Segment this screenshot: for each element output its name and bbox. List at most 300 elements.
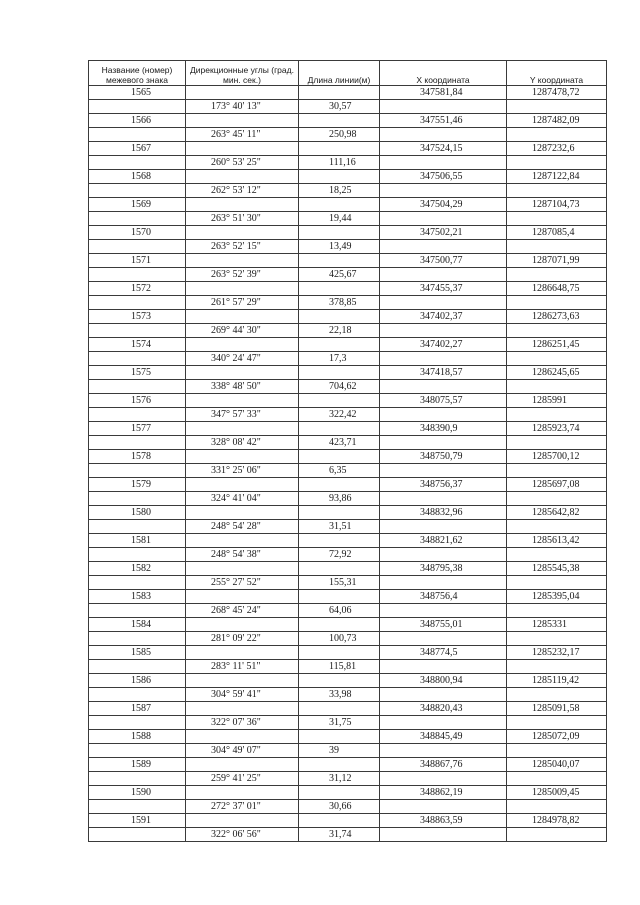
empty-cell xyxy=(299,506,380,520)
line-row xyxy=(89,464,607,478)
empty-cell xyxy=(299,758,380,772)
point-name: 1589 xyxy=(89,758,186,772)
empty-cell xyxy=(89,828,186,842)
point-name: 1568 xyxy=(89,170,186,184)
empty-cell xyxy=(380,184,507,198)
point-row xyxy=(89,338,607,352)
empty-cell xyxy=(186,450,299,464)
empty-cell xyxy=(89,436,186,450)
empty-cell xyxy=(380,156,507,170)
direction-angle: 173° 40' 13" xyxy=(186,100,299,114)
direction-angle: 347° 57' 33" xyxy=(186,408,299,422)
point-row xyxy=(89,142,607,156)
empty-cell xyxy=(89,744,186,758)
point-name: 1580 xyxy=(89,506,186,520)
line-row xyxy=(89,632,607,646)
empty-cell xyxy=(299,310,380,324)
empty-cell xyxy=(89,184,186,198)
empty-cell xyxy=(507,604,607,618)
line-length: 6,35 xyxy=(299,464,380,478)
line-row xyxy=(89,324,607,338)
empty-cell xyxy=(380,604,507,618)
point-row xyxy=(89,674,607,688)
empty-cell xyxy=(380,352,507,366)
header-direction-angle: Дирекционные углы (град. мин. сек.) xyxy=(186,61,299,86)
empty-cell xyxy=(507,548,607,562)
direction-angle: 272° 37' 01" xyxy=(186,800,299,814)
empty-cell xyxy=(89,520,186,534)
point-name: 1572 xyxy=(89,282,186,296)
point-row xyxy=(89,310,607,324)
empty-cell xyxy=(299,814,380,828)
line-row xyxy=(89,492,607,506)
empty-cell xyxy=(380,408,507,422)
empty-cell xyxy=(299,114,380,128)
line-length: 22,18 xyxy=(299,324,380,338)
empty-cell xyxy=(380,744,507,758)
empty-cell xyxy=(507,828,607,842)
empty-cell xyxy=(89,800,186,814)
header-line-length: Длина линии(м) xyxy=(299,61,380,86)
direction-angle: 283° 11' 51" xyxy=(186,660,299,674)
header-point-name: Название (номер) межевого знака xyxy=(89,61,186,86)
line-row xyxy=(89,296,607,310)
line-row xyxy=(89,240,607,254)
empty-cell xyxy=(380,324,507,338)
empty-cell xyxy=(186,114,299,128)
point-row xyxy=(89,450,607,464)
empty-cell xyxy=(380,520,507,534)
empty-cell xyxy=(186,254,299,268)
x-coordinate: 348845,49 xyxy=(380,730,507,744)
y-coordinate: 1285040,07 xyxy=(507,758,607,772)
direction-angle: 322° 06' 56" xyxy=(186,828,299,842)
empty-cell xyxy=(380,436,507,450)
point-name: 1567 xyxy=(89,142,186,156)
point-row xyxy=(89,254,607,268)
empty-cell xyxy=(89,212,186,226)
line-length: 39 xyxy=(299,744,380,758)
point-name: 1583 xyxy=(89,590,186,604)
x-coordinate: 348756,4 xyxy=(380,590,507,604)
empty-cell xyxy=(186,786,299,800)
point-row xyxy=(89,814,607,828)
empty-cell xyxy=(299,590,380,604)
direction-angle: 262° 53' 12" xyxy=(186,184,299,198)
line-row xyxy=(89,576,607,590)
empty-cell xyxy=(186,86,299,100)
direction-angle: 269° 44' 30" xyxy=(186,324,299,338)
empty-cell xyxy=(507,576,607,590)
line-row xyxy=(89,268,607,282)
line-row xyxy=(89,744,607,758)
empty-cell xyxy=(186,814,299,828)
line-row xyxy=(89,520,607,534)
point-row xyxy=(89,534,607,548)
point-name: 1581 xyxy=(89,534,186,548)
empty-cell xyxy=(507,492,607,506)
direction-angle: 259° 41' 25" xyxy=(186,772,299,786)
line-row xyxy=(89,212,607,226)
empty-cell xyxy=(89,548,186,562)
y-coordinate: 1285072,09 xyxy=(507,730,607,744)
point-name: 1576 xyxy=(89,394,186,408)
y-coordinate: 1285697,08 xyxy=(507,478,607,492)
point-name: 1587 xyxy=(89,702,186,716)
line-row xyxy=(89,184,607,198)
direction-angle: 255° 27' 52" xyxy=(186,576,299,590)
empty-cell xyxy=(299,142,380,156)
empty-cell xyxy=(89,576,186,590)
empty-cell xyxy=(380,576,507,590)
line-length: 115,81 xyxy=(299,660,380,674)
empty-cell xyxy=(380,828,507,842)
line-length: 378,85 xyxy=(299,296,380,310)
line-length: 19,44 xyxy=(299,212,380,226)
header-x-coordinate: X координата xyxy=(380,61,507,86)
point-row xyxy=(89,198,607,212)
empty-cell xyxy=(299,534,380,548)
empty-cell xyxy=(186,394,299,408)
empty-cell xyxy=(89,324,186,338)
empty-cell xyxy=(507,800,607,814)
empty-cell xyxy=(299,562,380,576)
point-name: 1586 xyxy=(89,674,186,688)
x-coordinate: 348863,59 xyxy=(380,814,507,828)
x-coordinate: 347502,21 xyxy=(380,226,507,240)
direction-angle: 328° 08' 42" xyxy=(186,436,299,450)
point-name: 1571 xyxy=(89,254,186,268)
empty-cell xyxy=(380,100,507,114)
point-name: 1588 xyxy=(89,730,186,744)
direction-angle: 248° 54' 38" xyxy=(186,548,299,562)
empty-cell xyxy=(186,758,299,772)
empty-cell xyxy=(186,534,299,548)
coordinates-table xyxy=(88,60,607,842)
line-length: 72,92 xyxy=(299,548,380,562)
empty-cell xyxy=(299,394,380,408)
empty-cell xyxy=(380,240,507,254)
empty-cell xyxy=(89,156,186,170)
x-coordinate: 347506,55 xyxy=(380,170,507,184)
y-coordinate: 1285642,82 xyxy=(507,506,607,520)
empty-cell xyxy=(186,422,299,436)
empty-cell xyxy=(89,688,186,702)
point-row xyxy=(89,646,607,660)
empty-cell xyxy=(299,674,380,688)
y-coordinate: 1287232,6 xyxy=(507,142,607,156)
y-coordinate: 1287085,4 xyxy=(507,226,607,240)
direction-angle: 268° 45' 24" xyxy=(186,604,299,618)
direction-angle: 263° 52' 15" xyxy=(186,240,299,254)
line-length: 30,66 xyxy=(299,800,380,814)
point-row xyxy=(89,86,607,100)
y-coordinate: 1285091,58 xyxy=(507,702,607,716)
empty-cell xyxy=(89,240,186,254)
point-row xyxy=(89,562,607,576)
x-coordinate: 348820,43 xyxy=(380,702,507,716)
empty-cell xyxy=(89,632,186,646)
line-length: 31,75 xyxy=(299,716,380,730)
x-coordinate: 348756,37 xyxy=(380,478,507,492)
y-coordinate: 1286245,65 xyxy=(507,366,607,380)
empty-cell xyxy=(299,226,380,240)
empty-cell xyxy=(380,268,507,282)
y-coordinate: 1285331 xyxy=(507,618,607,632)
empty-cell xyxy=(89,100,186,114)
point-name: 1574 xyxy=(89,338,186,352)
empty-cell xyxy=(299,450,380,464)
point-name: 1573 xyxy=(89,310,186,324)
x-coordinate: 348390,9 xyxy=(380,422,507,436)
empty-cell xyxy=(186,730,299,744)
point-name: 1578 xyxy=(89,450,186,464)
x-coordinate: 348795,38 xyxy=(380,562,507,576)
line-length: 33,98 xyxy=(299,688,380,702)
empty-cell xyxy=(186,198,299,212)
empty-cell xyxy=(299,646,380,660)
point-row xyxy=(89,366,607,380)
empty-cell xyxy=(299,422,380,436)
line-row xyxy=(89,688,607,702)
point-row xyxy=(89,422,607,436)
empty-cell xyxy=(507,520,607,534)
empty-cell xyxy=(299,478,380,492)
direction-angle: 261° 57' 29" xyxy=(186,296,299,310)
empty-cell xyxy=(380,212,507,226)
empty-cell xyxy=(186,590,299,604)
point-name: 1569 xyxy=(89,198,186,212)
empty-cell xyxy=(380,296,507,310)
empty-cell xyxy=(299,338,380,352)
point-row xyxy=(89,394,607,408)
line-length: 322,42 xyxy=(299,408,380,422)
empty-cell xyxy=(89,352,186,366)
line-row xyxy=(89,772,607,786)
point-row xyxy=(89,114,607,128)
empty-cell xyxy=(89,380,186,394)
empty-cell xyxy=(380,492,507,506)
x-coordinate: 347455,37 xyxy=(380,282,507,296)
empty-cell xyxy=(89,464,186,478)
empty-cell xyxy=(380,464,507,478)
empty-cell xyxy=(507,436,607,450)
empty-cell xyxy=(507,408,607,422)
line-row xyxy=(89,604,607,618)
line-length: 704,62 xyxy=(299,380,380,394)
empty-cell xyxy=(186,366,299,380)
empty-cell xyxy=(380,128,507,142)
direction-angle: 304° 59' 41" xyxy=(186,688,299,702)
empty-cell xyxy=(186,310,299,324)
empty-cell xyxy=(89,492,186,506)
y-coordinate: 1286251,45 xyxy=(507,338,607,352)
empty-cell xyxy=(507,100,607,114)
empty-cell xyxy=(507,380,607,394)
line-row xyxy=(89,800,607,814)
point-row xyxy=(89,478,607,492)
empty-cell xyxy=(380,632,507,646)
empty-cell xyxy=(507,464,607,478)
empty-cell xyxy=(186,338,299,352)
empty-cell xyxy=(89,408,186,422)
line-length: 425,67 xyxy=(299,268,380,282)
line-length: 17,3 xyxy=(299,352,380,366)
y-coordinate: 1286648,75 xyxy=(507,282,607,296)
empty-cell xyxy=(186,142,299,156)
line-length: 13,49 xyxy=(299,240,380,254)
y-coordinate: 1285613,42 xyxy=(507,534,607,548)
empty-cell xyxy=(507,688,607,702)
y-coordinate: 1287482,09 xyxy=(507,114,607,128)
line-row xyxy=(89,436,607,450)
line-length: 30,57 xyxy=(299,100,380,114)
line-row xyxy=(89,352,607,366)
empty-cell xyxy=(299,730,380,744)
x-coordinate: 347402,27 xyxy=(380,338,507,352)
x-coordinate: 347500,77 xyxy=(380,254,507,268)
direction-angle: 322° 07' 36" xyxy=(186,716,299,730)
empty-cell xyxy=(299,198,380,212)
line-length: 155,31 xyxy=(299,576,380,590)
line-length: 31,74 xyxy=(299,828,380,842)
empty-cell xyxy=(380,800,507,814)
y-coordinate: 1287104,73 xyxy=(507,198,607,212)
empty-cell xyxy=(299,618,380,632)
point-row xyxy=(89,618,607,632)
direction-angle: 304° 49' 07" xyxy=(186,744,299,758)
empty-cell xyxy=(380,772,507,786)
direction-angle: 331° 25' 06" xyxy=(186,464,299,478)
y-coordinate: 1287122,84 xyxy=(507,170,607,184)
x-coordinate: 348800,94 xyxy=(380,674,507,688)
x-coordinate: 348862,19 xyxy=(380,786,507,800)
y-coordinate: 1285545,38 xyxy=(507,562,607,576)
empty-cell xyxy=(89,128,186,142)
empty-cell xyxy=(186,702,299,716)
x-coordinate: 348075,57 xyxy=(380,394,507,408)
empty-cell xyxy=(186,478,299,492)
empty-cell xyxy=(299,254,380,268)
empty-cell xyxy=(299,786,380,800)
y-coordinate: 1284978,82 xyxy=(507,814,607,828)
empty-cell xyxy=(299,86,380,100)
empty-cell xyxy=(380,688,507,702)
y-coordinate: 1285923,74 xyxy=(507,422,607,436)
point-name: 1584 xyxy=(89,618,186,632)
empty-cell xyxy=(299,366,380,380)
x-coordinate: 347551,46 xyxy=(380,114,507,128)
empty-cell xyxy=(299,282,380,296)
y-coordinate: 1287071,99 xyxy=(507,254,607,268)
y-coordinate: 1285232,17 xyxy=(507,646,607,660)
point-name: 1577 xyxy=(89,422,186,436)
empty-cell xyxy=(89,296,186,310)
empty-cell xyxy=(89,660,186,674)
empty-cell xyxy=(186,170,299,184)
empty-cell xyxy=(186,646,299,660)
x-coordinate: 347581,84 xyxy=(380,86,507,100)
line-length: 31,51 xyxy=(299,520,380,534)
line-row xyxy=(89,100,607,114)
y-coordinate: 1285991 xyxy=(507,394,607,408)
x-coordinate: 348774,5 xyxy=(380,646,507,660)
x-coordinate: 347504,29 xyxy=(380,198,507,212)
empty-cell xyxy=(89,604,186,618)
empty-cell xyxy=(507,240,607,254)
empty-cell xyxy=(507,184,607,198)
empty-cell xyxy=(89,268,186,282)
point-name: 1566 xyxy=(89,114,186,128)
direction-angle: 263° 52' 39" xyxy=(186,268,299,282)
empty-cell xyxy=(380,548,507,562)
point-row xyxy=(89,786,607,800)
direction-angle: 263° 51' 30" xyxy=(186,212,299,226)
point-name: 1579 xyxy=(89,478,186,492)
empty-cell xyxy=(299,702,380,716)
line-row xyxy=(89,716,607,730)
line-length: 18,25 xyxy=(299,184,380,198)
point-row xyxy=(89,702,607,716)
empty-cell xyxy=(186,506,299,520)
line-length: 111,16 xyxy=(299,156,380,170)
line-length: 64,06 xyxy=(299,604,380,618)
direction-angle: 324° 41' 04" xyxy=(186,492,299,506)
line-length: 423,71 xyxy=(299,436,380,450)
empty-cell xyxy=(507,128,607,142)
line-row xyxy=(89,660,607,674)
empty-cell xyxy=(186,282,299,296)
x-coordinate: 347418,57 xyxy=(380,366,507,380)
x-coordinate: 348821,62 xyxy=(380,534,507,548)
empty-cell xyxy=(507,268,607,282)
direction-angle: 281° 09' 22" xyxy=(186,632,299,646)
point-name: 1570 xyxy=(89,226,186,240)
empty-cell xyxy=(299,170,380,184)
line-length: 250,98 xyxy=(299,128,380,142)
y-coordinate: 1286273,63 xyxy=(507,310,607,324)
line-length: 31,12 xyxy=(299,772,380,786)
point-row xyxy=(89,282,607,296)
line-row xyxy=(89,408,607,422)
y-coordinate: 1285700,12 xyxy=(507,450,607,464)
direction-angle: 248° 54' 28" xyxy=(186,520,299,534)
point-name: 1565 xyxy=(89,86,186,100)
y-coordinate: 1287478,72 xyxy=(507,86,607,100)
empty-cell xyxy=(507,744,607,758)
y-coordinate: 1285119,42 xyxy=(507,674,607,688)
line-row xyxy=(89,548,607,562)
empty-cell xyxy=(186,618,299,632)
empty-cell xyxy=(507,632,607,646)
line-row xyxy=(89,828,607,842)
empty-cell xyxy=(507,716,607,730)
x-coordinate: 348750,79 xyxy=(380,450,507,464)
point-row xyxy=(89,590,607,604)
point-name: 1575 xyxy=(89,366,186,380)
point-name: 1582 xyxy=(89,562,186,576)
point-row xyxy=(89,758,607,772)
y-coordinate: 1285009,45 xyxy=(507,786,607,800)
point-name: 1591 xyxy=(89,814,186,828)
table-header-row xyxy=(89,61,607,86)
line-row xyxy=(89,128,607,142)
empty-cell xyxy=(507,660,607,674)
point-name: 1590 xyxy=(89,786,186,800)
point-row xyxy=(89,730,607,744)
empty-cell xyxy=(507,324,607,338)
x-coordinate: 348867,76 xyxy=(380,758,507,772)
